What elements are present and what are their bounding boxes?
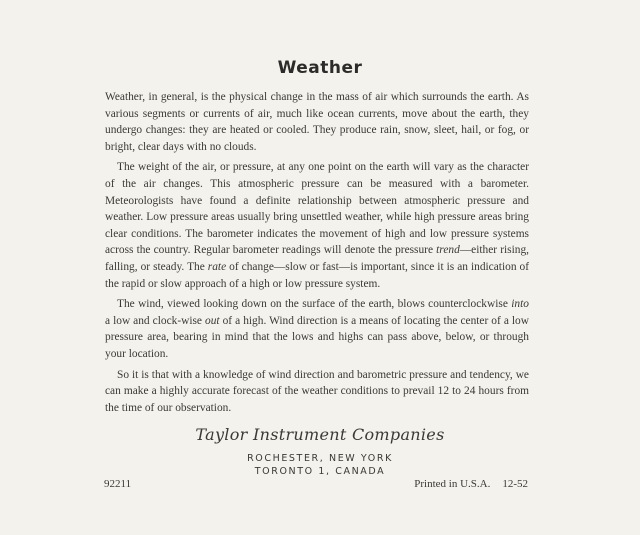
printed-location: Printed in U.S.A. [414, 478, 491, 490]
paragraph-4-text: So it is that with a knowledge of wind direction and barometric pressure and tendency, we can make a highly accurate forecast of the weather conditions to prevail 12 to 24 hours from the time of our observation. [105, 368, 529, 414]
paragraph-3-text-a: The wind, viewed looking down on the surface of the earth, blows counterclockwise [117, 298, 512, 311]
page-title: Weather [277, 58, 363, 78]
paragraph-2-text-b: —either rising, falling, or steady. The [105, 244, 529, 273]
paragraph-2-text-c: of change—slow or fast—is important, since it is an indication of the rapid or slow approach of a high or low pressure system. [105, 260, 529, 290]
paragraph-2 [105, 159, 529, 292]
company-signature: Taylor Instrument Companies [195, 425, 445, 444]
address-line-1: ROCHESTER, NEW YORK [247, 453, 393, 464]
paragraph-3 [105, 296, 529, 362]
paragraph-3-text-c: of a high. Wind direction is a means of locating the center of a low pressure area, bearing in mind that the lows and highs can pass above, below, or through your location. [105, 314, 529, 360]
paragraph-1 [105, 89, 529, 155]
paragraph-4 [105, 367, 529, 417]
document-code: 92211 [104, 478, 132, 490]
emphasis-rate: rate [207, 260, 227, 273]
emphasis-out: out [205, 314, 220, 327]
printed-line [414, 478, 528, 490]
paragraph-3-text-b: a low and clock-wise [105, 314, 206, 327]
print-date: 12-52 [502, 478, 528, 490]
body-text [105, 89, 529, 420]
emphasis-into: into [511, 298, 529, 311]
paragraph-1-text: Weather, in general, is the physical change in the mass of air which surrounds the earth. As various segments or currents of air, much like ocean currents, move about the earth, they undergo changes: they are heated or cooled. They produce rain, snow, sleet, hail, or fog, or bright, clear days with no clouds. [105, 91, 529, 153]
address-line-2: TORONTO 1, CANADA [254, 466, 386, 477]
emphasis-trend: trend [436, 244, 460, 257]
paragraph-2-text-a: The weight of the air, or pressure, at any one point on the earth will vary as the character of the air changes. This atmospheric pressure can be measured with a barometer. Meteorologists have found a definite relationship between atmospheric pressure and weather. Low pressure areas usually bring unsettled weather, while high pressure areas bring clear conditions. The barometer indicates the movement of high and low pressure systems across the country. Regular barometer readings will denote the pressure [105, 161, 529, 257]
